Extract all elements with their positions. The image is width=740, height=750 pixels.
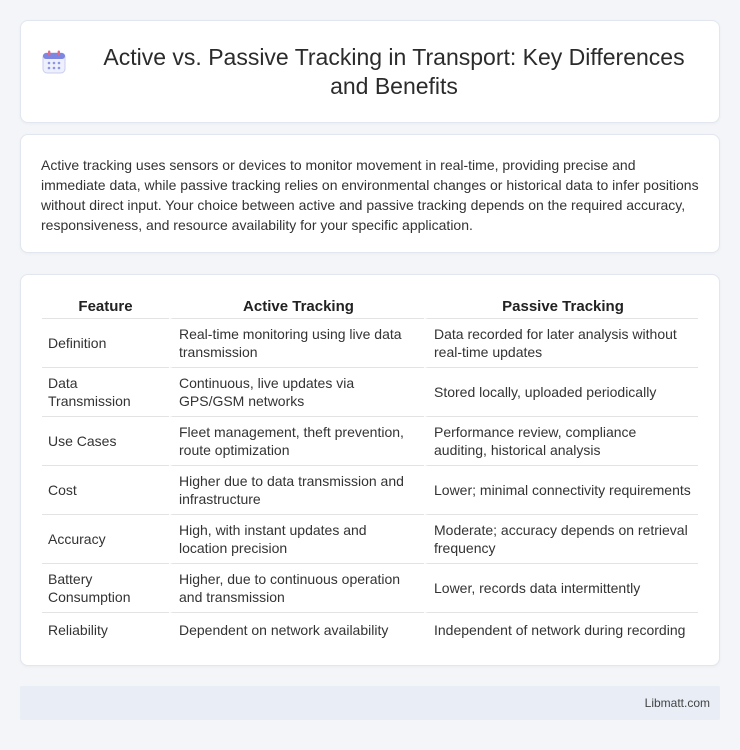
calendar-icon (41, 49, 67, 75)
passive-cell: Moderate; accuracy depends on retrieval frequency (424, 515, 698, 564)
feature-cell: Reliability (48, 621, 108, 638)
active-cell: Higher, due to continuous operation and transmission (169, 564, 424, 613)
active-cell: Continuous, live updates via GPS/GSM networks (169, 368, 424, 417)
column-header-passive: Passive Tracking (424, 297, 698, 319)
intro-card (20, 134, 720, 253)
page-title: Active vs. Passive Tracking in Transport: Key Differences and Benefits (103, 43, 685, 99)
table-row (42, 417, 698, 466)
comparison-table (42, 297, 698, 646)
table-row (42, 613, 698, 646)
table-row (42, 515, 698, 564)
footer-brand-link[interactable]: Libmatt.com (644, 696, 710, 710)
active-cell: Higher due to data transmission and infrastructure (169, 466, 424, 515)
column-header-active: Active Tracking (169, 297, 424, 319)
passive-cell: Lower, records data intermittently (424, 564, 698, 613)
passive-cell: Independent of network during recording (424, 613, 698, 646)
table-row (42, 368, 698, 417)
passive-cell: Stored locally, uploaded periodically (424, 368, 698, 417)
feature-cell: Cost (42, 466, 169, 515)
table-row (42, 564, 698, 613)
passive-cell: Lower; minimal connectivity requirements (424, 466, 698, 515)
intro-paragraph: Active tracking uses sensors or devices to monitor movement in real-time, providing precise and immediate data, while passive tracking relies on environmental changes or historical data to infer positions without direct input. Your choice between active and passive tracking depends on the required accuracy, responsiveness, and resource availability for your specific application. (41, 157, 699, 233)
column-header-feature: Feature (42, 297, 169, 319)
passive-cell: Data recorded for later analysis without real-time updates (424, 319, 698, 368)
table-row (42, 466, 698, 515)
feature-cell: Data Transmission (42, 368, 169, 417)
feature-cell: Use Cases (42, 417, 169, 466)
comparison-table-card (20, 274, 720, 666)
active-cell: Dependent on network availability (169, 613, 424, 646)
active-cell: High, with instant updates and location precision (169, 515, 424, 564)
header-card (20, 20, 720, 123)
active-cell: Real-time monitoring using live data transmission (169, 319, 424, 368)
feature-cell: Battery Consumption (42, 564, 169, 613)
footer-bar (20, 686, 720, 720)
table-row (42, 319, 698, 368)
table-header-row (42, 297, 698, 319)
passive-cell: Performance review, compliance auditing, historical analysis (424, 417, 698, 466)
header-inner (41, 43, 699, 101)
feature-cell: Definition (42, 319, 169, 368)
active-cell: Fleet management, theft prevention, route optimization (169, 417, 424, 466)
feature-cell: Accuracy (42, 515, 169, 564)
